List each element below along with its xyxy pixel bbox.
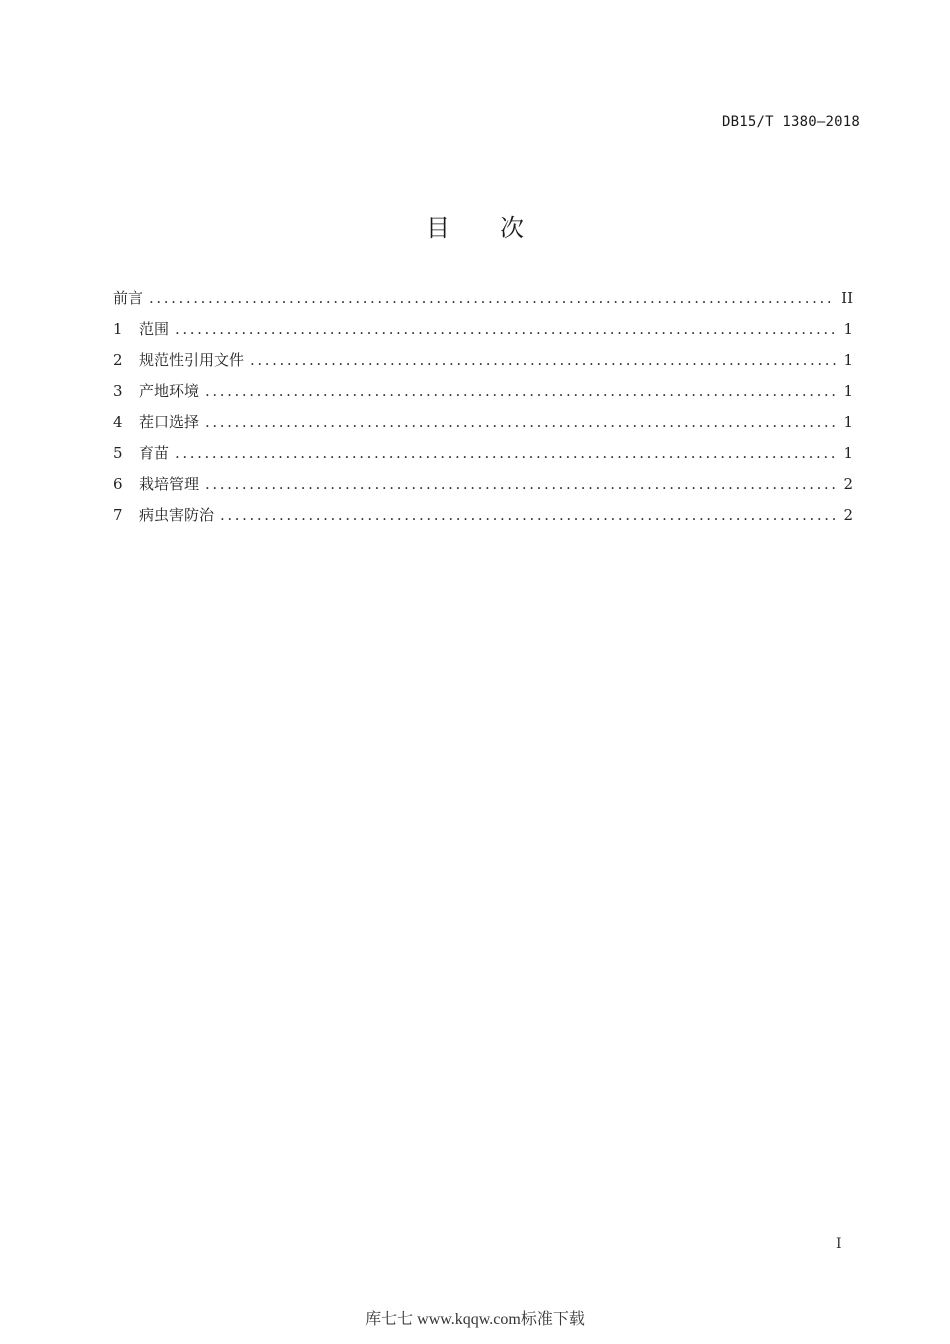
toc-entry-label: 病虫害防治 [139, 506, 215, 524]
toc-entry-4[interactable] [113, 411, 853, 442]
toc-entry-number: 1 [113, 320, 123, 338]
toc-entry-6[interactable] [113, 473, 853, 504]
toc-entry-number: 7 [113, 506, 123, 524]
toc-entry-page: 1 [843, 444, 853, 462]
toc-entry-number: 3 [113, 382, 123, 400]
watermark-text: 库七七 www.kqqw.com标准下载 [365, 1311, 585, 1328]
toc-entry-foreword[interactable] [113, 287, 853, 318]
toc-leader-dots [149, 289, 835, 307]
toc-leader-dots [205, 475, 837, 493]
toc-entry-label: 育苗 [139, 444, 170, 462]
toc-entry-5[interactable] [113, 442, 853, 473]
toc-entry-page: 1 [843, 413, 853, 431]
toc-entry-number: 5 [113, 444, 123, 462]
toc-leader-dots [175, 320, 837, 338]
toc-entry-page: 2 [843, 475, 853, 493]
toc-entry-number: 2 [113, 351, 123, 369]
toc-entry-label: 茬口选择 [139, 413, 200, 431]
toc-title [0, 208, 950, 243]
toc-entry-label: 栽培管理 [139, 475, 200, 493]
toc-leader-dots [205, 413, 837, 431]
toc-entry-page: 1 [843, 320, 853, 338]
toc-leader-dots [205, 382, 837, 400]
toc-entry-number: 6 [113, 475, 123, 493]
toc-entry-1[interactable] [113, 318, 853, 349]
toc-entry-page: II [841, 289, 853, 307]
toc-entry-page: 1 [843, 382, 853, 400]
toc-entry-3[interactable] [113, 380, 853, 411]
toc-entry-2[interactable] [113, 349, 853, 380]
toc-entry-label: 产地环境 [139, 382, 200, 400]
toc-title-char-1: 目 [426, 214, 450, 242]
toc-entry-number: 4 [113, 413, 123, 431]
toc-leader-dots [175, 444, 837, 462]
toc-entry-page: 2 [843, 506, 853, 524]
toc-entry-7[interactable] [113, 504, 853, 535]
page-number: I [836, 1236, 842, 1252]
toc-leader-dots [250, 351, 837, 369]
toc-leader-dots [220, 506, 837, 524]
toc-title-char-2: 次 [500, 214, 524, 242]
toc-entry-label: 范围 [139, 320, 170, 338]
standard-code: DB15/T 1380—2018 [721, 114, 860, 130]
toc-entry-page: 1 [843, 351, 853, 369]
toc-entry-label: 前言 [113, 289, 144, 307]
toc-entry-label: 规范性引用文件 [139, 351, 245, 369]
table-of-contents [113, 287, 853, 535]
